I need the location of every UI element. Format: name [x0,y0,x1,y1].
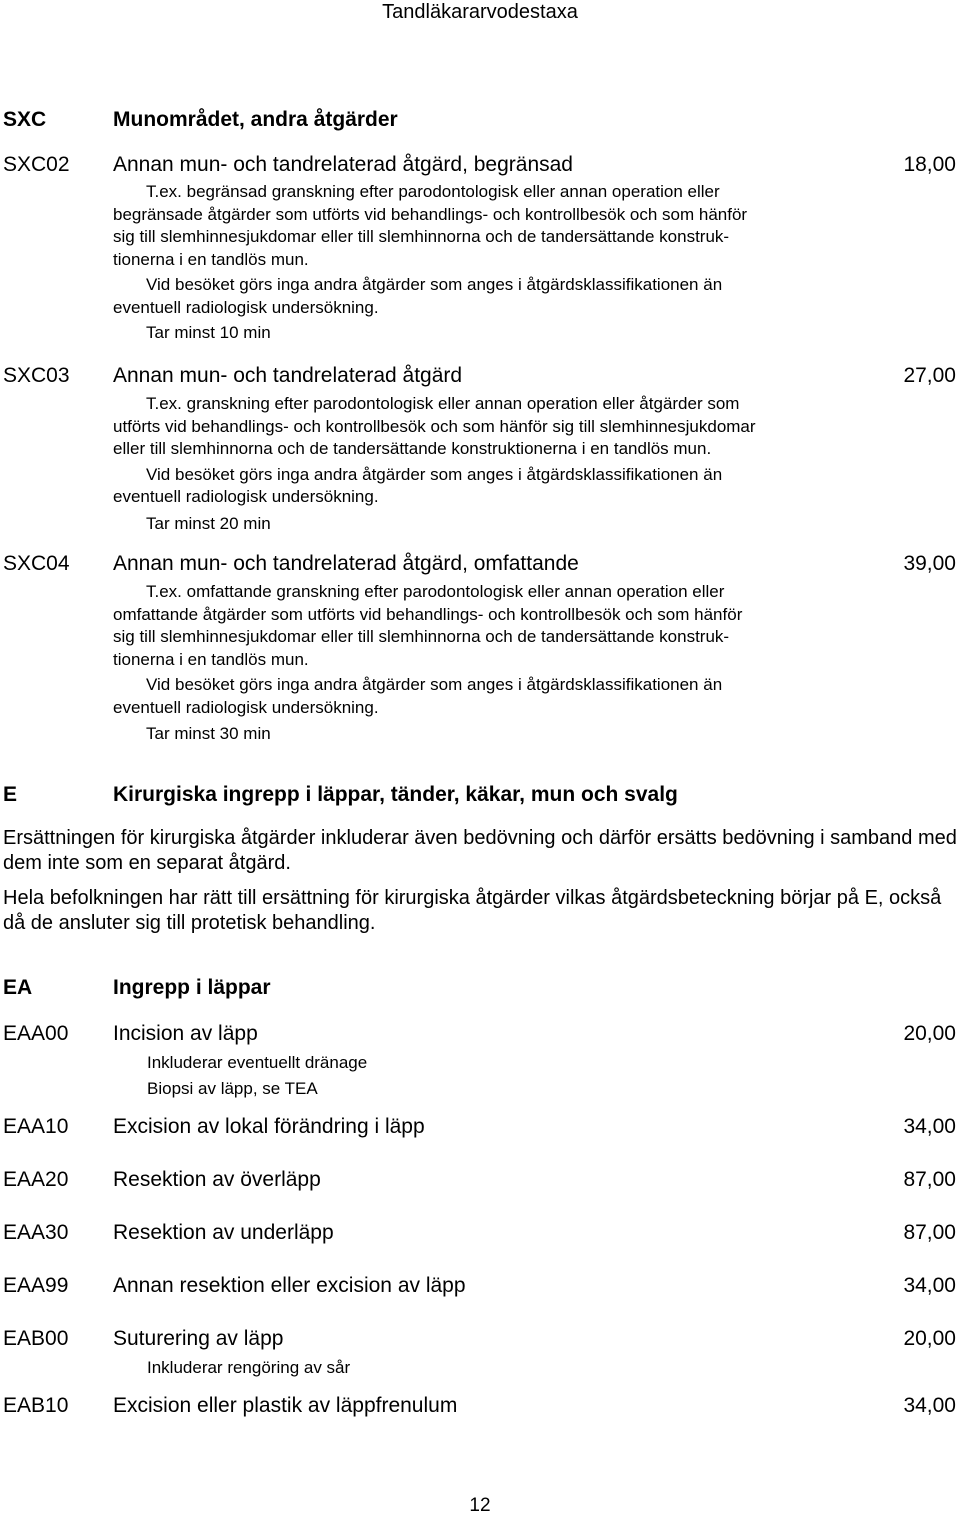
section-title: Munområdet, andra åtgärder [113,108,398,131]
duration-note: Tar minst 20 min [146,513,271,533]
item-code: EAB00 [3,1327,69,1350]
item-title: Annan mun- och tandrelaterad åtgärd, begränsad [113,153,573,176]
description-line: Vid besöket görs inga andra åtgärder som anges i åtgärdsklassifikationen än [146,464,723,484]
item-code: SXC02 [3,153,70,176]
item-note: Inkluderar eventuellt dränage [147,1053,368,1072]
description-line: sig till slemhinnesjukdomar eller till slemhinnorna och de tandersättande konstruk- [113,627,730,646]
item-price: 20,00 [903,1327,956,1350]
page-number: 12 [469,1495,491,1516]
item-title: Annan mun- och tandrelaterad åtgärd, omfattande [113,552,579,575]
description-line: T.ex. begränsad granskning efter parodontologisk eller annan operation eller [146,182,720,201]
item-price: 39,00 [903,552,956,575]
item-price: 34,00 [903,1115,956,1138]
item-price: 27,00 [903,364,956,387]
item-note: Biopsi av läpp, se TEA [147,1079,318,1098]
duration-note: Tar minst 10 min [146,323,271,342]
description-line: utförts vid behandlings- och kontrollbesök och som hänför sig till slemhinnesjukdomar [113,416,756,436]
description-line: eller till slemhinnorna och de tandersättande konstruktionerna i en tandlös mun. [113,439,712,458]
description-line: omfattande åtgärder som utförts vid behandlings- och kontrollbesök och som hänför [113,604,743,624]
item-code: EAA20 [3,1168,69,1191]
description-line: Vid besöket görs inga andra åtgärder som anges i åtgärdsklassifikationen än [146,675,723,694]
section-title: Ingrepp i läppar [113,976,271,999]
item-description [113,181,913,345]
item-title: Suturering av läpp [113,1327,284,1350]
item-title: Incision av läpp [113,1022,258,1045]
section-title: Kirurgiska ingrepp i läppar, tänder, käkar, mun och svalg [113,783,678,806]
item-title: Excision av lokal förändring i läpp [113,1115,425,1138]
description-line: tionerna i en tandlös mun. [113,649,309,669]
item-description [113,393,913,535]
item-price: 18,00 [903,153,956,176]
item-title: Annan mun- och tandrelaterad åtgärd [113,364,463,387]
item-title: Annan resektion eller excision av läpp [113,1274,466,1297]
item-code: EAA99 [3,1274,69,1297]
description-line: sig till slemhinnesjukdomar eller till slemhinnorna och de tandersättande konstruk- [113,227,730,246]
item-title: Resektion av överläpp [113,1168,321,1191]
duration-note: Tar minst 30 min [146,724,271,743]
item-price: 34,00 [903,1274,956,1297]
item-code: EAB10 [3,1394,69,1417]
item-title: Excision eller plastik av läppfrenulum [113,1394,458,1417]
description-line: eventuell radiologisk undersökning. [113,697,379,717]
item-code: EAA30 [3,1221,69,1244]
item-title: Resektion av underläpp [113,1221,334,1244]
intro-paragraph: Hela befolkningen har rätt till ersättning för kirurgiska åtgärder vilkas åtgärdsbeteckning börjar på E, också då de ansluter sig till protetisk behandling. [3,887,942,934]
section-code: SXC [3,108,47,131]
section-code: E [3,783,18,806]
item-price: 87,00 [903,1168,956,1191]
item-code: EAA10 [3,1115,69,1138]
item-code: SXC04 [3,552,70,575]
description-line: Vid besöket görs inga andra åtgärder som anges i åtgärdsklassifikationen än [146,275,723,294]
item-price: 34,00 [903,1394,956,1417]
item-code: EAA00 [3,1022,69,1045]
item-note: Inkluderar rengöring av sår [147,1358,351,1377]
item-code: SXC03 [3,364,70,387]
section-code: EA [3,976,33,999]
description-line: begränsade åtgärder som utförts vid behandlings- och kontrollbesök och som hänför [113,204,748,224]
item-price: 87,00 [903,1221,956,1244]
description-line: T.ex. granskning efter parodontologisk eller annan operation eller åtgärder som [146,394,740,413]
page-header: Tandläkararvodestaxa [382,1,578,23]
description-line: tionerna i en tandlös mun. [113,249,309,269]
item-description [113,581,913,746]
description-line: eventuell radiologisk undersökning. [113,297,379,317]
item-price: 20,00 [903,1022,956,1045]
intro-paragraph: Ersättningen för kirurgiska åtgärder inkluderar även bedövning och därför ersätts bedövning i samband med dem inte som en separat åtgärd. [3,827,957,874]
description-line: eventuell radiologisk undersökning. [113,487,379,506]
description-line: T.ex. omfattande granskning efter parodontologisk eller annan operation eller [146,582,725,601]
